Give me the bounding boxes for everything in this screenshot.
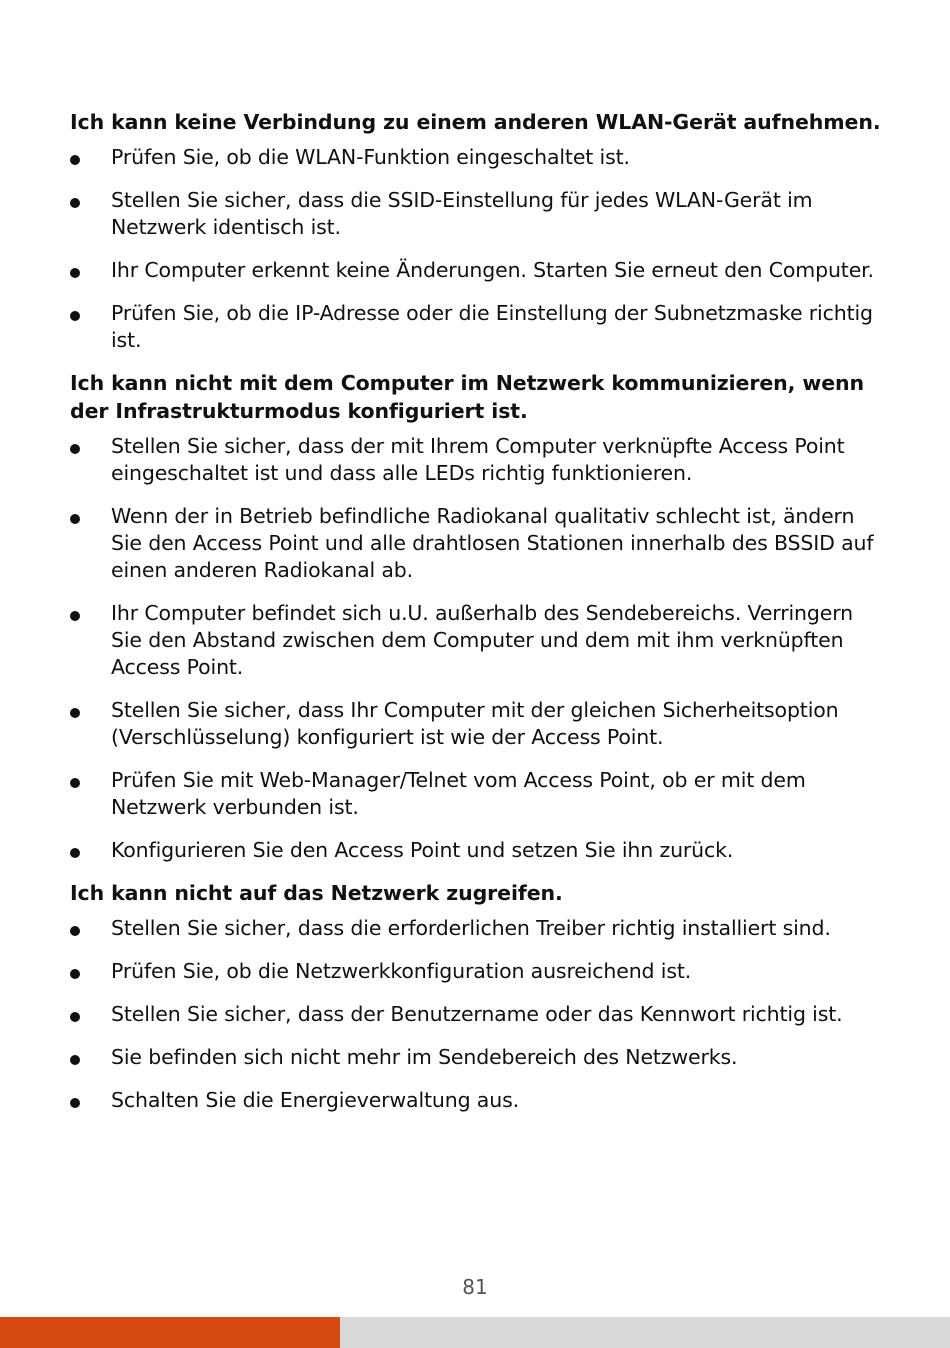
- list-item-text: Ihr Computer befindet sich u.U. außerhalb des Sendebereichs. Verringern Sie den Abstand zwischen dem Computer und dem mit ihm verknüpften Access Point.: [111, 601, 853, 679]
- list-item-text: Stellen Sie sicher, dass der mit Ihrem Computer verknüpfte Access Point eingeschaltet ist und dass alle LEDs richtig funktionieren.: [111, 434, 845, 485]
- bullet-icon: [70, 311, 80, 321]
- bullet-list: [70, 433, 885, 864]
- section-network-access: [70, 879, 885, 1114]
- list-item: [70, 837, 885, 864]
- section-heading: Ich kann nicht auf das Netzwerk zugreifen.: [70, 881, 563, 905]
- bullet-icon: [70, 1012, 80, 1022]
- list-item-text: Konfigurieren Sie den Access Point und setzen Sie ihn zurück.: [111, 838, 734, 862]
- page-number: 81: [462, 1275, 488, 1299]
- list-item: [70, 1001, 885, 1028]
- list-item-text: Stellen Sie sicher, dass die SSID-Einstellung für jedes WLAN-Gerät im Netzwerk identisch ist.: [111, 188, 813, 239]
- section-infrastructure-mode: [70, 369, 885, 864]
- bullet-icon: [70, 268, 80, 278]
- bullet-list: [70, 144, 885, 354]
- list-item: [70, 503, 885, 584]
- document-body: [70, 108, 885, 1130]
- list-item: [70, 767, 885, 821]
- footer-accent-bar: [0, 1317, 340, 1348]
- list-item-text: Schalten Sie die Energieverwaltung aus.: [111, 1088, 519, 1112]
- section-wlan-connection: [70, 108, 885, 354]
- list-item: [70, 144, 885, 171]
- list-item-text: Prüfen Sie, ob die Netzwerkkonfiguration ausreichend ist.: [111, 959, 692, 983]
- list-item-text: Sie befinden sich nicht mehr im Sendebereich des Netzwerks.: [111, 1045, 738, 1069]
- list-item: [70, 433, 885, 487]
- list-item-text: Prüfen Sie mit Web-Manager/Telnet vom Access Point, ob er mit dem Netzwerk verbunden ist.: [111, 768, 806, 819]
- bullet-icon: [70, 444, 80, 454]
- bullet-icon: [70, 611, 80, 621]
- list-item: [70, 187, 885, 241]
- list-item: [70, 915, 885, 942]
- bullet-icon: [70, 1055, 80, 1065]
- list-item: [70, 1087, 885, 1114]
- list-item-text: Prüfen Sie, ob die WLAN-Funktion eingeschaltet ist.: [111, 145, 630, 169]
- bullet-icon: [70, 926, 80, 936]
- list-item-text: Stellen Sie sicher, dass der Benutzername oder das Kennwort richtig ist.: [111, 1002, 843, 1026]
- list-item-text: Wenn der in Betrieb befindliche Radiokanal qualitativ schlecht ist, ändern Sie den Access Point und alle drahtlosen Stationen innerhalb des BSSID auf einen anderen Radiokanal ab.: [111, 504, 874, 582]
- list-item: [70, 697, 885, 751]
- bullet-icon: [70, 778, 80, 788]
- list-item: [70, 600, 885, 681]
- list-item: [70, 300, 885, 354]
- bullet-list: [70, 915, 885, 1114]
- section-heading: Ich kann nicht mit dem Computer im Netzwerk kommunizieren, wenn der Infrastrukturmodus konfiguriert ist.: [70, 371, 864, 423]
- footer-bar: [0, 1317, 950, 1348]
- list-item-text: Ihr Computer erkennt keine Änderungen. Starten Sie erneut den Computer.: [111, 258, 874, 282]
- bullet-icon: [70, 848, 80, 858]
- list-item: [70, 1044, 885, 1071]
- bullet-icon: [70, 198, 80, 208]
- bullet-icon: [70, 1098, 80, 1108]
- bullet-icon: [70, 708, 80, 718]
- list-item-text: Stellen Sie sicher, dass die erforderlichen Treiber richtig installiert sind.: [111, 916, 831, 940]
- list-item-text: Stellen Sie sicher, dass Ihr Computer mit der gleichen Sicherheitsoption (Verschlüsselung) konfiguriert ist wie der Access Point.: [111, 698, 839, 749]
- list-item: [70, 257, 885, 284]
- section-heading: Ich kann keine Verbindung zu einem anderen WLAN-Gerät aufnehmen.: [70, 110, 881, 134]
- bullet-icon: [70, 969, 80, 979]
- bullet-icon: [70, 155, 80, 165]
- list-item: [70, 958, 885, 985]
- list-item-text: Prüfen Sie, ob die IP-Adresse oder die Einstellung der Subnetzmaske richtig ist.: [111, 301, 873, 352]
- bullet-icon: [70, 514, 80, 524]
